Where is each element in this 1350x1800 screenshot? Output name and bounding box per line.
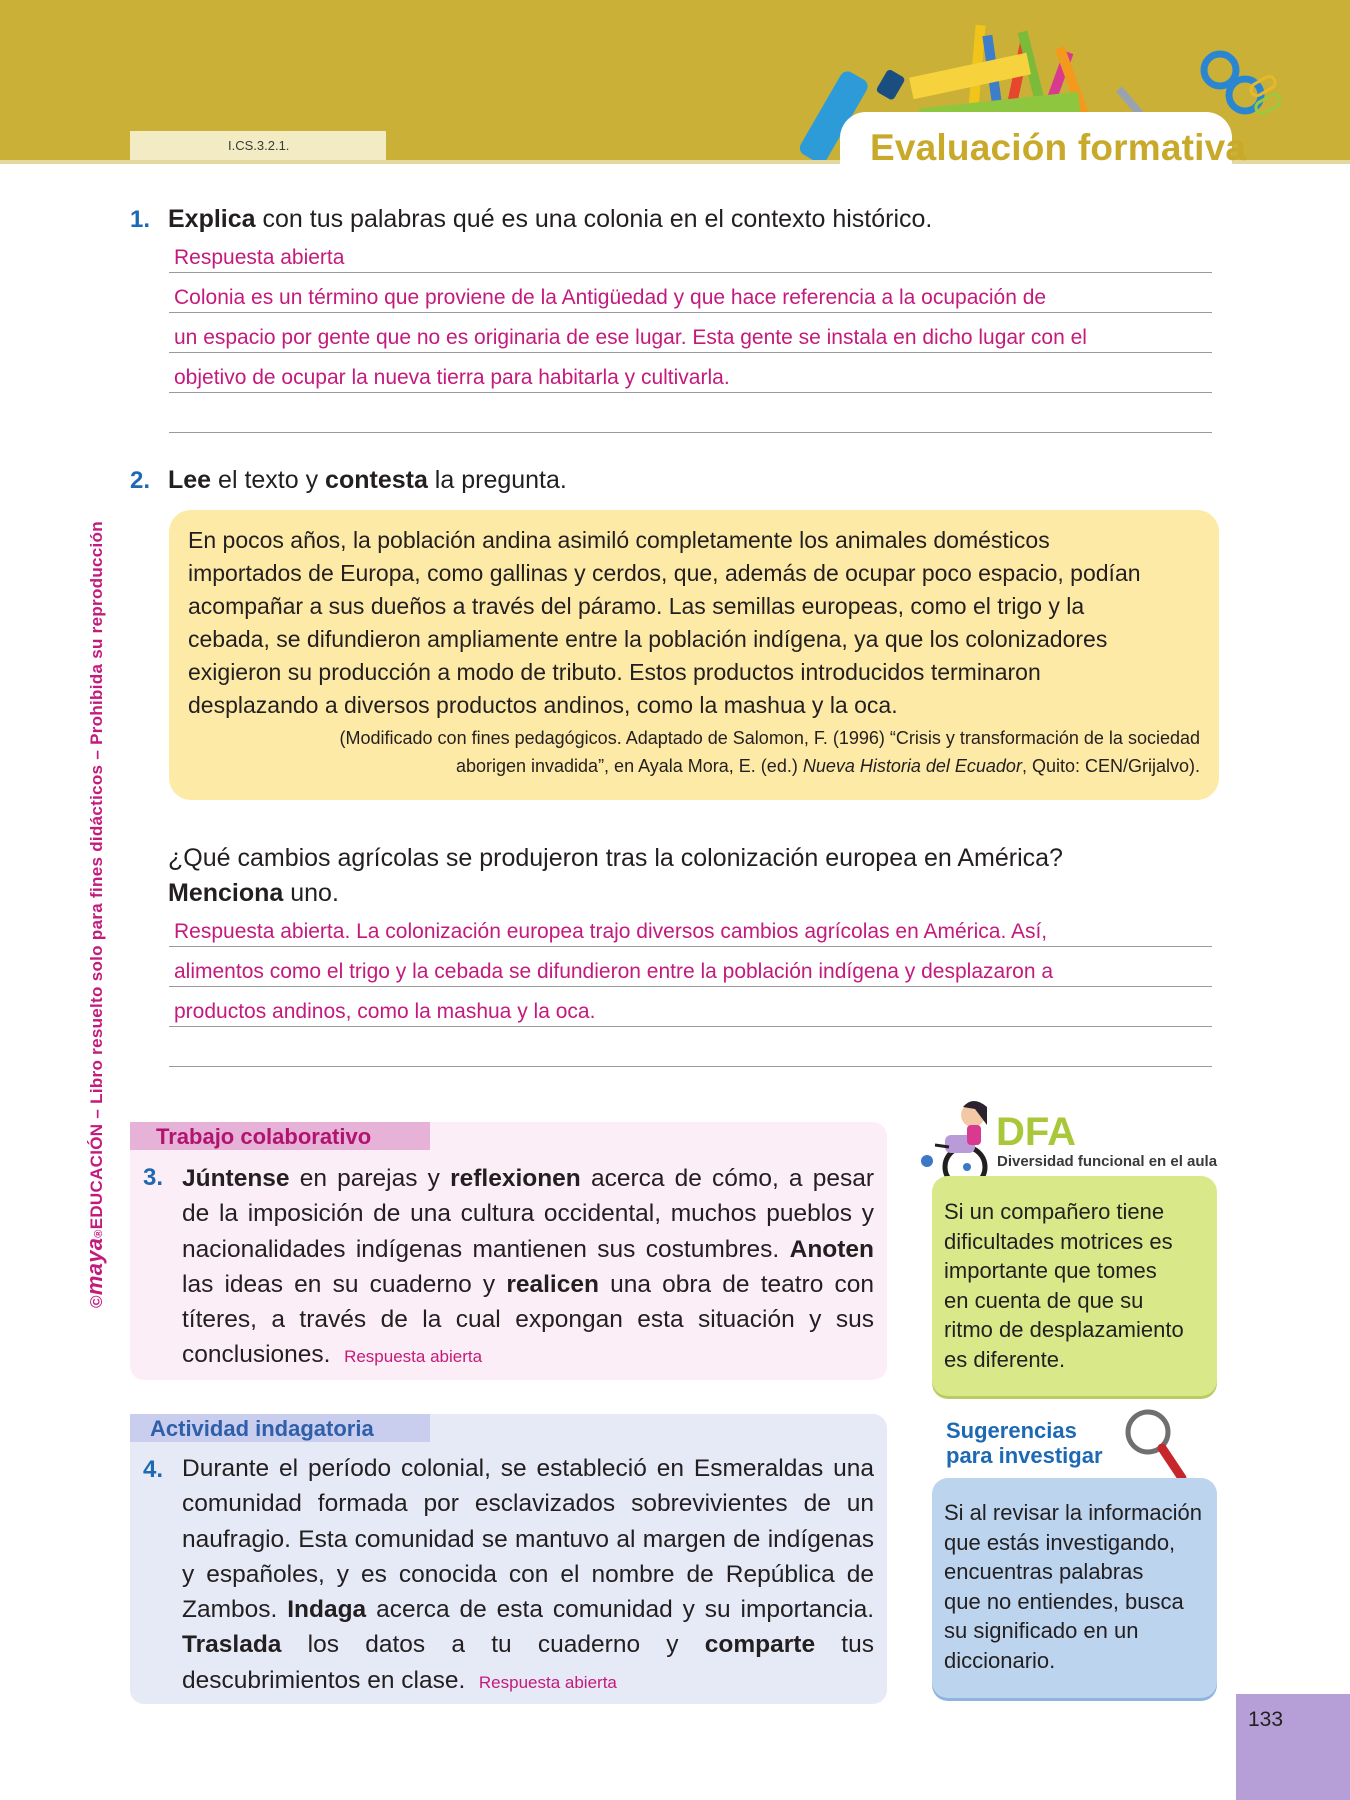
citation-line-1: (Modificado con fines pedagógicos. Adaptado de Salomon, F. (1996) “Crisis y transformación de la sociedad bbox=[339, 728, 1200, 748]
copyright-symbol: © bbox=[87, 1295, 106, 1308]
brand-name: maya bbox=[82, 1237, 107, 1296]
inquiry-label bbox=[130, 1414, 430, 1442]
citation-line-2 bbox=[180, 756, 1200, 777]
suggestions-title-line-2: para investigar bbox=[946, 1443, 1103, 1468]
q2-answer-line-2: alimentos como el trigo y la cebada se difundieron entre la población indígena y desplazaron a bbox=[174, 960, 1054, 983]
suggestions-title-line-1: Sugerencias bbox=[946, 1418, 1077, 1443]
registered-symbol: ® bbox=[93, 1229, 105, 1238]
q1-answer-line-4: objetivo de ocupar la nueva tierra para habitarla y cultivarla. bbox=[174, 366, 730, 389]
question-2-prompt-1: ¿Qué cambios agrícolas se produjeron tras la colonización europea en América? bbox=[168, 844, 1063, 872]
curriculum-code-box bbox=[130, 131, 386, 160]
question-2-prompt-end: uno. bbox=[283, 879, 339, 907]
question-3-verb-2: reflexionen bbox=[450, 1165, 581, 1192]
q1-answer-line-3: un espacio por gente que no es originaria de ese lugar. Esta gente se instala en dicho lugar con el bbox=[174, 326, 1087, 349]
citation-book-title: Nueva Historia del Ecuador bbox=[802, 756, 1022, 776]
reading-line-2: importados de Europa, como gallinas y cerdos, que, además de ocupar poco espacio, podían bbox=[188, 560, 1141, 586]
question-4-verb-2: Traslada bbox=[182, 1631, 282, 1659]
page-title: Evaluación formativa bbox=[870, 127, 1247, 168]
dfa-line: ritmo de desplazamiento bbox=[944, 1317, 1184, 1342]
suggestions-line: diccionario. bbox=[944, 1647, 1056, 1673]
dfa-line: Si un compañero tiene bbox=[944, 1199, 1165, 1224]
dfa-text bbox=[944, 1197, 1184, 1374]
reading-line-1: En pocos años, la población andina asimiló completamente los animales domésticos bbox=[188, 527, 1050, 553]
question-1-number: 1. bbox=[130, 206, 151, 233]
suggestions-text bbox=[944, 1498, 1202, 1675]
suggestions-line: que estás investigando, bbox=[944, 1529, 1176, 1555]
citation-part-b: , Quito: CEN/Grijalvo). bbox=[1021, 756, 1200, 776]
suggestions-line: Si al revisar la información bbox=[944, 1500, 1202, 1525]
question-3-part-2: acerca de cómo, a pesar de la imposición de una cultura occidental, muchos pueblos y nacionalidades indígenas mantienen sus costumbres. bbox=[182, 1165, 874, 1263]
copyright-notice: EDUCACIÓN – Libro resuelto solo para fines didácticos – Prohibida su reproducción bbox=[87, 521, 106, 1230]
question-3-part-4: una obra de teatro con títeres, a través de la cual expongan esta situación y sus conclusiones. bbox=[182, 1270, 874, 1369]
suggestions-line: encuentras palabras bbox=[944, 1559, 1144, 1584]
reading-line-4: cebada, se difundieron ampliamente entre la población indígena, ya que los colonizadores bbox=[188, 626, 1108, 652]
question-3-part-1: en parejas y bbox=[289, 1165, 451, 1192]
question-3-verb-3: Anoten bbox=[789, 1235, 874, 1263]
question-4-part-3: los datos a tu cuaderno y bbox=[281, 1631, 705, 1659]
question-1-verb: Explica bbox=[168, 205, 256, 233]
magnifying-glass-icon bbox=[1122, 1406, 1192, 1486]
question-3-answer: Respuesta abierta bbox=[344, 1347, 483, 1367]
question-3-text bbox=[182, 1161, 874, 1375]
curriculum-code: I.CS.3.2.1. bbox=[228, 138, 290, 153]
question-2-prompt-verb: Menciona bbox=[168, 879, 284, 907]
dfa-line: en cuenta de que su bbox=[944, 1287, 1144, 1313]
dfa-line: es diferente. bbox=[944, 1346, 1066, 1372]
collaborative-label-text: Trabajo colaborativo bbox=[156, 1124, 372, 1149]
question-4-verb-1: Indaga bbox=[287, 1596, 367, 1624]
question-3-verb-1: Júntense bbox=[182, 1165, 290, 1192]
dfa-title: DFA bbox=[996, 1110, 1076, 1154]
question-2-prompt-2 bbox=[168, 879, 339, 908]
question-1-text bbox=[168, 205, 932, 234]
answer-rule bbox=[169, 432, 1212, 433]
question-4-part-2: acerca de esta comunidad y su importancia. bbox=[366, 1596, 875, 1624]
question-4-text bbox=[182, 1451, 874, 1700]
dfa-line: importante que tomes bbox=[944, 1258, 1157, 1283]
reading-line-5: exigieron su producción a modo de tributo. Estos productos introducidos terminaron bbox=[188, 659, 1041, 685]
q2-answer-line-1: Respuesta abierta. La colonización europea trajo diversos cambios agrícolas en América. Así, bbox=[174, 920, 1048, 943]
answer-rule bbox=[169, 1066, 1212, 1067]
reading-line-6: desplazando a diversos productos andinos, como la mashua y la oca. bbox=[188, 692, 898, 718]
answer-rule bbox=[169, 312, 1212, 313]
dfa-line: dificultades motrices es bbox=[944, 1228, 1173, 1254]
reading-line-3: acompañar a sus dueños a través del páramo. Las semillas europeas, como el trigo y la bbox=[188, 593, 1085, 619]
dfa-subtitle: Diversidad funcional en el aula bbox=[997, 1153, 1218, 1170]
question-4-verb-3: comparte bbox=[704, 1631, 816, 1659]
question-3-number: 3. bbox=[143, 1164, 164, 1191]
answer-rule bbox=[169, 352, 1212, 353]
question-1-body: con tus palabras qué es una colonia en el contexto histórico. bbox=[255, 205, 933, 233]
citation-part-a: aborigen invadida”, en Ayala Mora, E. (ed.) bbox=[455, 756, 803, 776]
answer-rule bbox=[169, 946, 1212, 947]
question-2-mid: el texto y bbox=[211, 466, 326, 494]
copyright-side-text bbox=[82, 478, 108, 1308]
suggestions-line: su significado en un bbox=[944, 1618, 1139, 1643]
question-4-answer: Respuesta abierta bbox=[478, 1672, 617, 1692]
question-2-verb-1: Lee bbox=[168, 466, 212, 494]
answer-rule bbox=[169, 1026, 1212, 1027]
q1-answer-line-2: Colonia es un término que proviene de la Antigüedad y que hace referencia a la ocupación de bbox=[174, 286, 1047, 309]
suggestions-title bbox=[946, 1418, 1103, 1468]
page-number: 133 bbox=[1248, 1708, 1284, 1731]
question-2-text bbox=[168, 466, 567, 495]
inquiry-label-text: Actividad indagatoria bbox=[150, 1416, 374, 1441]
question-3-verb-4: realicen bbox=[506, 1270, 599, 1298]
answer-rule bbox=[169, 272, 1212, 273]
question-2-verb-2: contesta bbox=[325, 466, 428, 494]
q2-answer-line-3: productos andinos, como la mashua y la oca. bbox=[174, 1000, 596, 1023]
collaborative-label bbox=[130, 1122, 430, 1150]
question-3-part-3: las ideas en su cuaderno y bbox=[182, 1270, 507, 1298]
question-2-number: 2. bbox=[130, 467, 151, 494]
answer-rule bbox=[169, 392, 1212, 393]
question-4-part-4: tus descubrimientos en clase. bbox=[182, 1631, 874, 1694]
suggestions-line: que no entiendes, busca bbox=[944, 1588, 1184, 1614]
question-4-part-1: Durante el período colonial, se estableció en Esmeraldas una comunidad formada por esclavizados sobrevivientes de un naufragio. Esta comunidad se mantuvo al margen de indígenas y españoles, y es conocida con el nombre de República de Zambos. bbox=[182, 1455, 874, 1624]
question-4-number: 4. bbox=[143, 1456, 164, 1483]
answer-rule bbox=[169, 986, 1212, 987]
question-2-end: la pregunta. bbox=[427, 466, 567, 494]
q1-answer-line-1: Respuesta abierta bbox=[174, 246, 345, 269]
